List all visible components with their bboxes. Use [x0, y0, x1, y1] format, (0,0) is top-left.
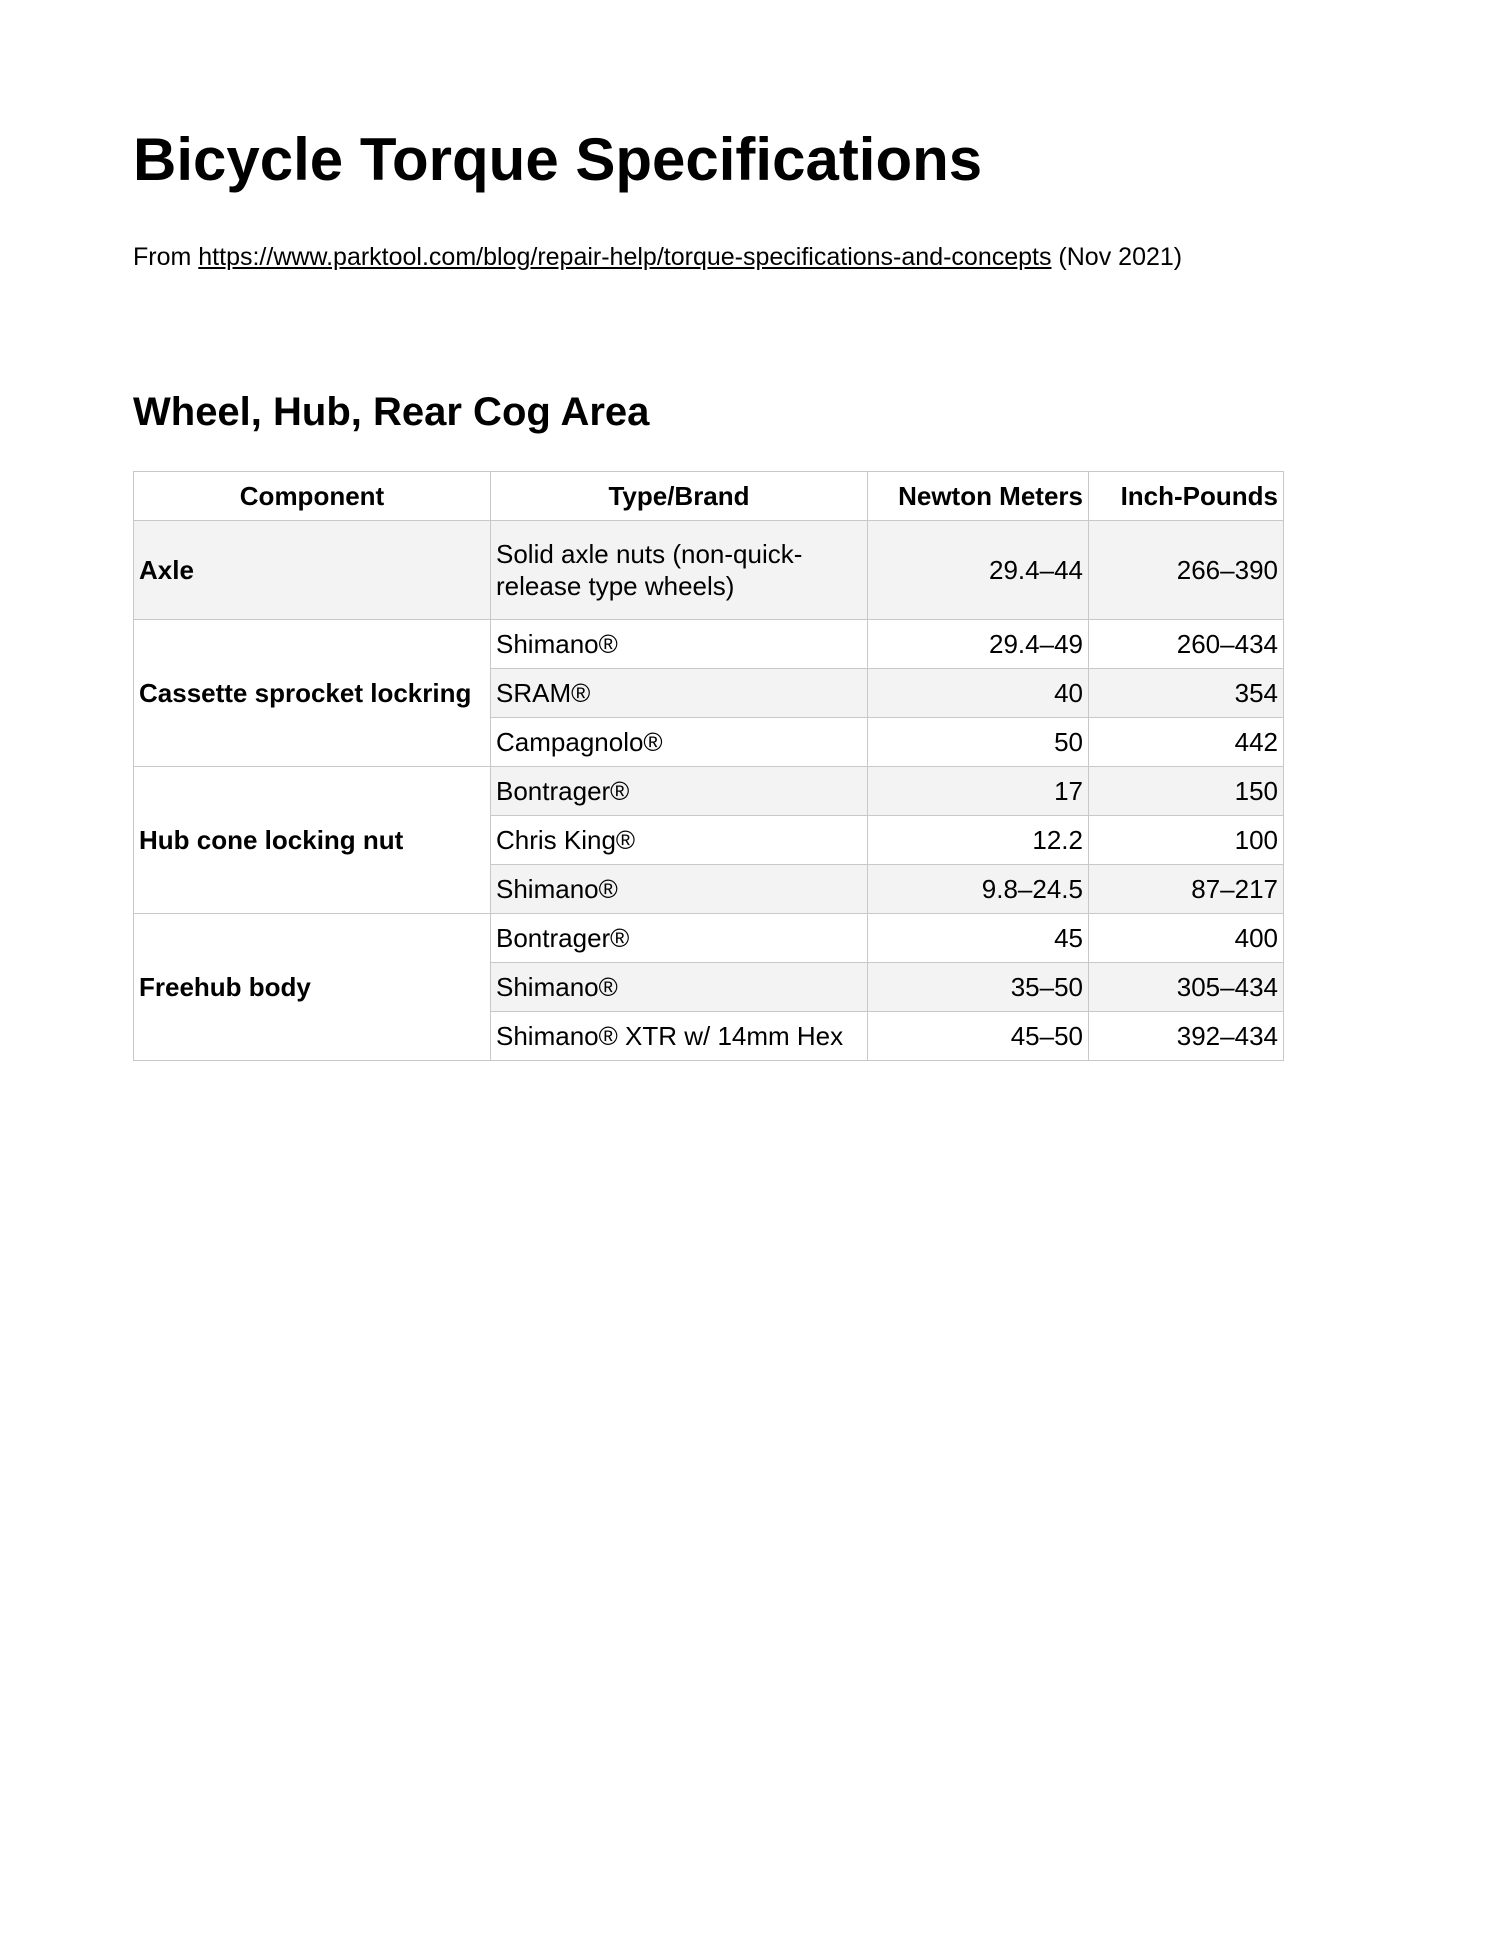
inch-pounds-cell: 354	[1089, 669, 1284, 718]
source-line	[133, 242, 1182, 272]
newton-meters-cell: 45	[868, 914, 1089, 963]
component-cell: Axle	[134, 521, 491, 620]
header-inch-pounds: Inch-Pounds	[1089, 472, 1284, 521]
newton-meters-cell: 50	[868, 718, 1089, 767]
header-newton-meters: Newton Meters	[868, 472, 1089, 521]
header-type-brand: Type/Brand	[491, 472, 868, 521]
type-cell: Shimano®	[491, 963, 868, 1012]
inch-pounds-cell: 400	[1089, 914, 1284, 963]
newton-meters-cell: 9.8–24.5	[868, 865, 1089, 914]
newton-meters-cell: 40	[868, 669, 1089, 718]
header-component: Component	[134, 472, 491, 521]
newton-meters-cell: 45–50	[868, 1012, 1089, 1061]
type-cell: Shimano®	[491, 620, 868, 669]
newton-meters-cell: 17	[868, 767, 1089, 816]
inch-pounds-cell: 260–434	[1089, 620, 1284, 669]
source-suffix: (Nov 2021)	[1051, 243, 1183, 271]
newton-meters-cell: 29.4–44	[868, 521, 1089, 620]
type-cell: SRAM®	[491, 669, 868, 718]
section-title: Wheel, Hub, Rear Cog Area	[133, 390, 650, 434]
type-cell: Campagnolo®	[491, 718, 868, 767]
source-prefix: From	[133, 243, 199, 271]
table-row	[134, 620, 1284, 669]
page-title: Bicycle Torque Specifications	[133, 126, 983, 193]
newton-meters-cell: 35–50	[868, 963, 1089, 1012]
type-cell: Chris King®	[491, 816, 868, 865]
torque-table	[133, 471, 1284, 1061]
inch-pounds-cell: 442	[1089, 718, 1284, 767]
newton-meters-cell: 29.4–49	[868, 620, 1089, 669]
type-cell: Shimano® XTR w/ 14mm Hex	[491, 1012, 868, 1061]
table-row	[134, 914, 1284, 963]
type-cell: Shimano®	[491, 865, 868, 914]
component-cell: Hub cone locking nut	[134, 767, 491, 914]
type-cell: Bontrager®	[491, 914, 868, 963]
inch-pounds-cell: 266–390	[1089, 521, 1284, 620]
table-header-row	[134, 472, 1284, 521]
inch-pounds-cell: 100	[1089, 816, 1284, 865]
type-cell: Solid axle nuts (non-quick-release type wheels)	[491, 521, 868, 620]
newton-meters-cell: 12.2	[868, 816, 1089, 865]
source-link[interactable]: https://www.parktool.com/blog/repair-help/torque-specifications-and-concepts	[198, 243, 1052, 271]
type-cell: Bontrager®	[491, 767, 868, 816]
component-cell: Cassette sprocket lockring	[134, 620, 491, 767]
component-cell: Freehub body	[134, 914, 491, 1061]
inch-pounds-cell: 305–434	[1089, 963, 1284, 1012]
table-row	[134, 767, 1284, 816]
inch-pounds-cell: 392–434	[1089, 1012, 1284, 1061]
inch-pounds-cell: 87–217	[1089, 865, 1284, 914]
inch-pounds-cell: 150	[1089, 767, 1284, 816]
table-row	[134, 521, 1284, 620]
